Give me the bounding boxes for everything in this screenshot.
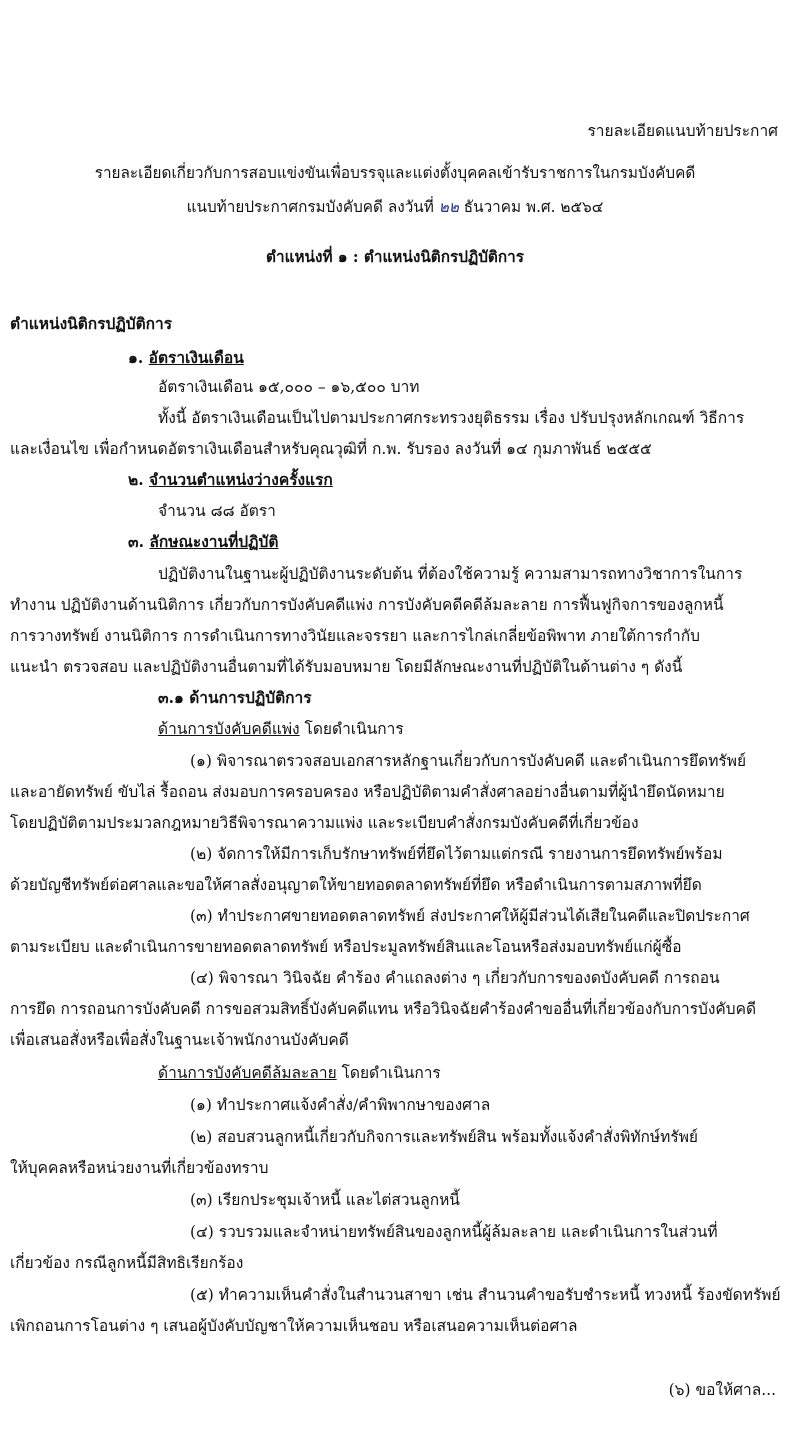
bankruptcy-item-1: (๑) ทำประกาศแจ้งคำสั่ง/คำพิพากษาของศาล — [190, 1096, 491, 1114]
civil-item-1-line-1: (๑) พิจารณาตรวจสอบเอกสารหลักฐานเกี่ยวกับการบังคับคดี และดำเนินการยึดทรัพย์ — [190, 752, 747, 770]
vacancy-count: จำนวน ๘๘ อัตรา — [158, 502, 276, 520]
section-3-title: ลักษณะงานที่ปฏิบัติ — [149, 532, 279, 551]
bankruptcy-item-5-line-2: เพิกถอนการโอนต่าง ๆ เสนอผู้บังคับบัญชาให้ความเห็นชอบ หรือเสนอความเห็นต่อศาล — [10, 1317, 578, 1335]
duties-line-4: แนะนำ ตรวจสอบ และปฏิบัติงานอื่นตามที่ได้รับมอบหมาย โดยมีลักษณะงานที่ปฏิบัติในด้านต่าง ๆ ดังนี้ — [10, 658, 683, 676]
section-1-heading — [128, 347, 244, 369]
civil-item-4-line-3: เพื่อเสนอสั่งหรือเพื่อสั่งในฐานะเจ้าพนักงานบังคับคดี — [10, 1031, 349, 1049]
document-title-line-1: รายละเอียดเกี่ยวกับการสอบแข่งขันเพื่อบรรจุและแต่งตั้งบุคคลเข้ารับราชการในกรมบังคับคดี — [94, 164, 696, 182]
subsection-3-1-title: ๓.๑ ด้านการปฏิบัติการ — [158, 688, 312, 707]
civil-enforcement-heading — [158, 718, 404, 740]
civil-item-3-line-2: ตามระเบียบ และดำเนินการขายทอดตลาดทรัพย์ หรือประมูลทรัพย์สินและโอนหรือส่งมอบทรัพย์แก่ผู้ซื้อ — [10, 938, 682, 956]
handwritten-day: ๒๒ — [438, 198, 459, 216]
title-line2-pre: แนบท้ายประกาศกรมบังคับคดี ลงวันที่ — [186, 198, 434, 216]
civil-heading-suffix: โดยดำเนินการ — [299, 720, 404, 738]
bankruptcy-item-2-line-1: (๒) สอบสวนลูกหนี้เกี่ยวกับกิจการและทรัพย์สิน พร้อมทั้งแจ้งคำสั่งพิทักษ์ทรัพย์ — [190, 1128, 698, 1146]
civil-item-1-line-2: และอายัดทรัพย์ ขับไล่ รื้อถอน ส่งมอบการครอบครอง หรือปฏิบัติตามคำสั่งศาลอย่างอื่นตามที่ผู้นำยึดนัดหมาย — [10, 783, 725, 801]
position-heading: ตำแหน่งที่ ๑ : ตำแหน่งนิติกรปฏิบัติการ — [266, 247, 524, 266]
section-1-title: อัตราเงินเดือน — [148, 348, 244, 367]
duties-line-2: ทำงาน ปฏิบัติงานด้านนิติการ เกี่ยวกับการบังคับคดีแพ่ง การบังคับคดีคดีล้มละลาย การฟื้นฟูกิจการของลูกหนี้ — [10, 596, 724, 614]
section-2-title: จำนวนตำแหน่งว่างครั้งแรก — [149, 470, 333, 489]
section-3-heading — [128, 531, 278, 553]
bankruptcy-item-4-line-1: (๔) รวบรวมและจำหน่ายทรัพย์สินของลูกหนี้ผู้ล้มละลาย และดำเนินการในส่วนที่ — [190, 1223, 718, 1241]
bankruptcy-item-3: (๓) เรียกประชุมเจ้าหนี้ และไต่สวนลูกหนี้ — [190, 1191, 460, 1209]
civil-item-2-line-2: ด้วยบัญชีทรัพย์ต่อศาลและขอให้ศาลสั่งอนุญาตให้ขายทอดตลาดทรัพย์ที่ยึด หรือดำเนินการตามสภาพที่ยึด — [10, 876, 702, 894]
civil-item-1-line-3: โดยปฏิบัติตามประมวลกฎหมายวิธีพิจารณาความแพ่ง และระเบียบคำสั่งกรมบังคับคดีที่เกี่ยวข้อง — [10, 814, 639, 832]
section-3-number: ๓. — [128, 532, 144, 551]
civil-item-2-line-1: (๒) จัดการให้มีการเก็บรักษาทรัพย์ที่ยึดไว้ตามแต่กรณี รายงานการยึดทรัพย์พร้อม — [190, 845, 723, 863]
duties-line-1: ปฏิบัติงานในฐานะผู้ปฏิบัติงานระดับต้น ที่ต้องใช้ความรู้ ความสามารถทางวิชาการในการ — [158, 565, 743, 583]
section-2-number: ๒. — [128, 470, 144, 489]
bankruptcy-enforcement-heading — [158, 1062, 441, 1084]
duties-line-3: การวางทรัพย์ งานนิติการ การดำเนินการทางวินัยและจรรยา และการไกล่เกลี่ยข้อพิพาท ภายใต้การกำกับ — [10, 627, 700, 645]
civil-heading-label: ด้านการบังคับคดีแพ่ง — [158, 720, 300, 738]
civil-item-4-line-1: (๔) พิจารณา วินิจฉัย คำร้อง คำแถลงต่าง ๆ เกี่ยวกับการของดบังคับคดี การถอน — [190, 969, 720, 987]
salary-note-line-2: และเงื่อนไข เพื่อกำหนดอัตราเงินเดือนสำหรับคุณวุฒิที่ ก.พ. รับรอง ลงวันที่ ๑๔ กุมภาพันธ์ ๒๕๕๕ — [10, 440, 652, 458]
bankruptcy-heading-label: ด้านการบังคับคดีล้มละลาย — [158, 1064, 337, 1082]
civil-item-4-line-2: การยึด การถอนการบังคับคดี การขอสวมสิทธิ์บังคับคดีแทน หรือวินิจฉัยคำร้องคำขออื่นที่เกี่ยวข้องกับการบังคับคดี — [10, 1000, 757, 1018]
salary-range: อัตราเงินเดือน ๑๕,๐๐๐ – ๑๖,๕๐๐ บาท — [158, 378, 420, 396]
attachment-note: รายละเอียดแนบท้ายประกาศ — [587, 122, 778, 140]
page-continuation: (๖) ขอให้ศาล... — [668, 1381, 776, 1399]
section-1-number: ๑. — [128, 348, 144, 367]
document-title-line-2 — [0, 196, 790, 218]
title-line2-post: ธันวาคม พ.ศ. ๒๕๖๔ — [463, 198, 604, 216]
bankruptcy-heading-suffix: โดยดำเนินการ — [336, 1064, 441, 1082]
bankruptcy-item-5-line-1: (๕) ทำความเห็นคำสั่งในสำนวนสาขา เช่น สำนวนคำขอรับชำระหนี้ ทวงหนี้ ร้องขัดทรัพย์ — [190, 1286, 781, 1304]
section-2-heading — [128, 469, 333, 491]
bankruptcy-item-4-line-2: เกี่ยวข้อง กรณีลูกหนี้มีสิทธิเรียกร้อง — [10, 1254, 244, 1272]
civil-item-3-line-1: (๓) ทำประกาศขายทอดตลาดทรัพย์ ส่งประกาศให้ผู้มีส่วนได้เสียในคดีและปิดประกาศ — [190, 907, 750, 925]
position-name: ตำแหน่งนิติกรปฏิบัติการ — [10, 314, 173, 333]
bankruptcy-item-2-line-2: ให้บุคคลหรือหน่วยงานที่เกี่ยวข้องทราบ — [10, 1159, 269, 1177]
salary-note-line-1: ทั้งนี้ อัตราเงินเดือนเป็นไปตามประกาศกระทรวงยุติธรรม เรื่อง ปรับปรุงหลักเกณฑ์ วิธีการ — [158, 409, 745, 427]
